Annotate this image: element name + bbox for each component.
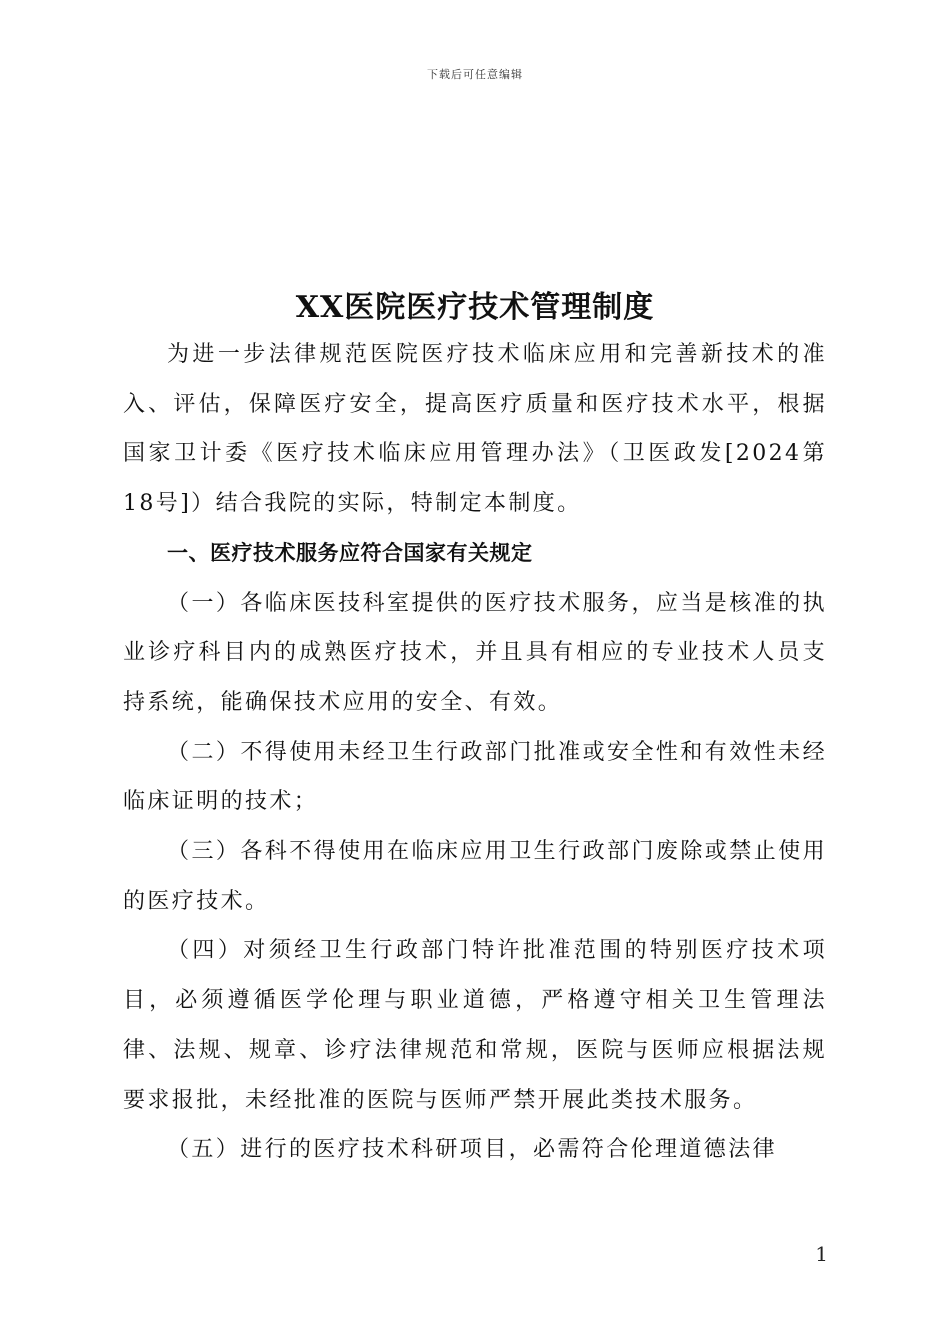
page-number: 1 — [815, 1242, 828, 1266]
intro-paragraph: 为进一步法律规范医院医疗技术临床应用和完善新技术的准入、评估，保障医疗安全，提高医疗质量和医疗技术水平，根据国家卫计委《医疗技术临床应用管理办法》（卫医政发[2024第18号]）结合我院的实际，特制定本制度。 — [123, 342, 827, 517]
document-title: XX医院医疗技术管理制度 — [295, 290, 655, 325]
list-item: （一）各临床医技科室提供的医疗技术服务，应当是核准的执业诊疗科目内的成熟医疗技术，并且具有相应的专业技术人员支持系统，能确保技术应用的安全、有效。 — [123, 590, 827, 715]
list-item: （三）各科不得使用在临床应用卫生行政部门废除或禁止使用的医疗技术。 — [123, 839, 827, 914]
list-item: （四）对须经卫生行政部门特许批准范围的特别医疗技术项目，必须遵循医学伦理与职业道德，严格遵守相关卫生管理法律、法规、规章、诊疗法律规范和常规，医院与医师应根据法规要求报批，未经批准的医院与医师严禁开展此类技术服务。 — [123, 938, 827, 1113]
list-item: （五）进行的医疗技术科研项目，必需符合伦理道德法律 — [167, 1137, 778, 1163]
list-item: （二）不得使用未经卫生行政部门批准或安全性和有效性未经临床证明的技术； — [123, 739, 827, 815]
page-header-note: 下载后可任意编辑 — [427, 68, 523, 81]
section-heading: 一、医疗技术服务应符合国家有关规定 — [167, 540, 533, 565]
document-body — [123, 330, 827, 1175]
